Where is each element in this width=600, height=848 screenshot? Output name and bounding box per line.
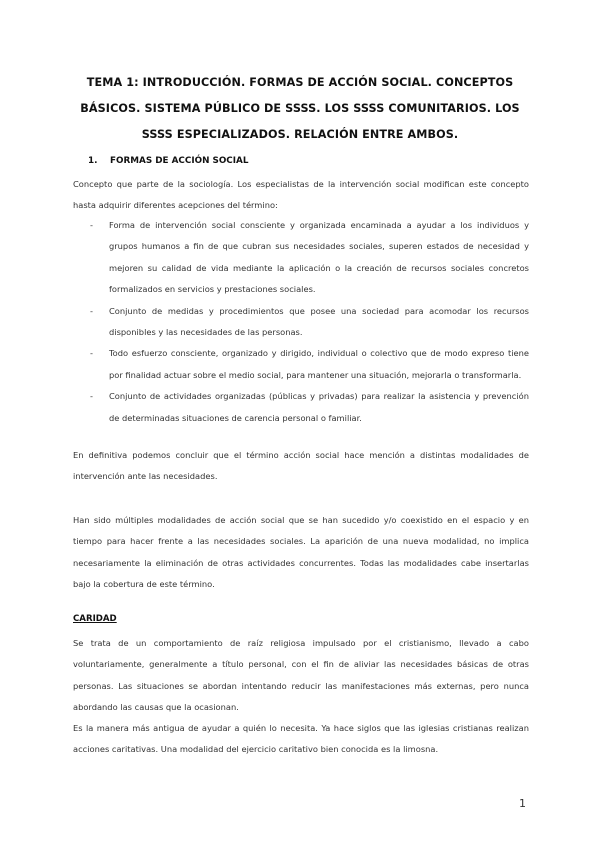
section-heading-text: FORMAS DE ACCIÓN SOCIAL (110, 156, 249, 166)
list-item: - Conjunto de medidas y procedimientos que posee una sociedad para acomodar los recursos disponibles y las necesidades de las personas. (73, 301, 529, 344)
list-item: - Conjunto de actividades organizadas (públicas y privadas) para realizar la asistencia y prevención de determinadas situaciones de carencia personal o familiar. (73, 386, 529, 429)
section-number: 1. (88, 156, 98, 166)
dash-bullet-icon: - (90, 305, 93, 316)
document-title: TEMA 1: INTRODUCCIÓN. FORMAS DE ACCIÓN SOCIAL. CONCEPTOS BÁSICOS. SISTEMA PÚBLICO DE SSSS. LOS SSSS COMUNITARIOS. LOS SSSS ESPECIALIZADOS. RELACIÓN ENTRE AMBOS. (80, 76, 520, 141)
modalities-paragraph: Han sido múltiples modalidades de acción social que se han sucedido y/o coexistido en el espacio y en tiempo para hacer frente a las necesidades sociales. La aparición de una nueva modalidad, no implica necesariamente la eliminación de otras actividades concurrentes. Todas las modalidades cabe insertarlas bajo la cobertura de este término. (73, 515, 529, 590)
dash-bullet-icon: - (90, 348, 93, 359)
list-item: - Forma de intervención social consciente y organizada encaminada a ayudar a los individuos y grupos humanos a fin de que cubran sus necesidades sociales, superen estados de necesidad y mejoren su calidad de vida mediante la aplicación o la creación de recursos sociales concretos formalizados en servicios y prestaciones sociales. (73, 215, 529, 301)
page-number: 1 (519, 797, 526, 810)
caridad-paragraph-1: Se trata de un comportamiento de raíz religiosa impulsado por el cristianismo, llevado a cabo voluntariamente, generalmente a título personal, con el fin de aliviar las necesidades básicas de otras personas. Las situaciones se abordan intentando reducir las manifestaciones más externas, pero nunca abordando las causas que la ocasionan. (73, 638, 529, 713)
dash-bullet-icon: - (90, 391, 93, 402)
caridad-paragraph-2: Es la manera más antigua de ayudar a quién lo necesita. Ya hace siglos que las iglesias cristianas realizan acciones caritativas. Una modalidad del ejercicio caritativo bien conocida es la limosna. (73, 723, 529, 755)
definitions-list (73, 215, 529, 429)
dash-bullet-icon: - (90, 220, 93, 230)
conclusion-paragraph: En definitiva podemos concluir que el término acción social hace mención a distintas modalidades de intervención ante las necesidades. (73, 450, 529, 482)
section-intro: Concepto que parte de la sociología. Los especialistas de la intervención social modifican este concepto hasta adquirir diferentes acepciones del término: (73, 179, 529, 211)
list-item: - Todo esfuerzo consciente, organizado y dirigido, individual o colectivo que de modo expreso tiene por finalidad actuar sobre el medio social, para mantener una situación, mejorarla o transformarla. (73, 343, 529, 386)
caridad-heading: CARIDAD (73, 614, 117, 624)
section-heading (88, 156, 248, 166)
